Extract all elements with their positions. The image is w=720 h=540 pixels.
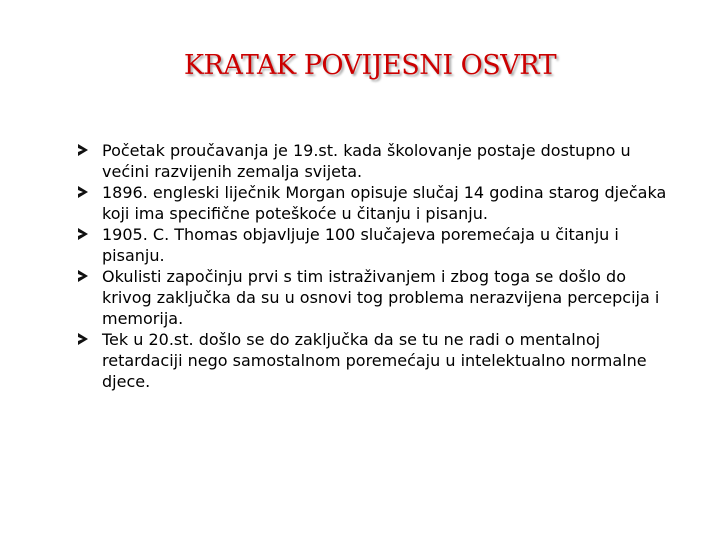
arrowhead-bullet-icon	[78, 228, 88, 240]
arrowhead-bullet-icon	[78, 186, 88, 198]
bullet-list	[78, 140, 678, 392]
bullet-text: Početak proučavanja je 19.st. kada školovanje postaje dostupno u većini razvijenih zemalja svijeta.	[102, 141, 631, 181]
list-item	[78, 182, 678, 224]
arrowhead-bullet-icon	[78, 270, 88, 282]
list-item	[78, 224, 678, 266]
bullet-text: 1896. engleski liječnik Morgan opisuje slučaj 14 godina starog dječaka koji ima specifične poteškoće u čitanju i pisanju.	[102, 183, 667, 223]
slide-title: KRATAK POVIJESNI OSVRT	[183, 50, 557, 81]
bullet-text: Okulisti započinju prvi s tim istraživanjem i zbog toga se došlo do krivog zaključka da su u osnovi tog problema nerazvijena percepcija i memorija.	[102, 267, 660, 328]
arrowhead-bullet-icon	[78, 144, 88, 156]
arrowhead-bullet-icon	[78, 333, 88, 345]
list-item	[78, 140, 678, 182]
bullet-text: Tek u 20.st. došlo se do zaključka da se tu ne radi o mentalnoj retardaciji nego samostalnom poremećaju u intelektualno normalne djece.	[102, 330, 647, 391]
bullet-text: 1905. C. Thomas objavljuje 100 slučajeva poremećaja u čitanju i pisanju.	[102, 225, 619, 265]
list-item	[78, 329, 678, 392]
list-item	[78, 266, 678, 329]
